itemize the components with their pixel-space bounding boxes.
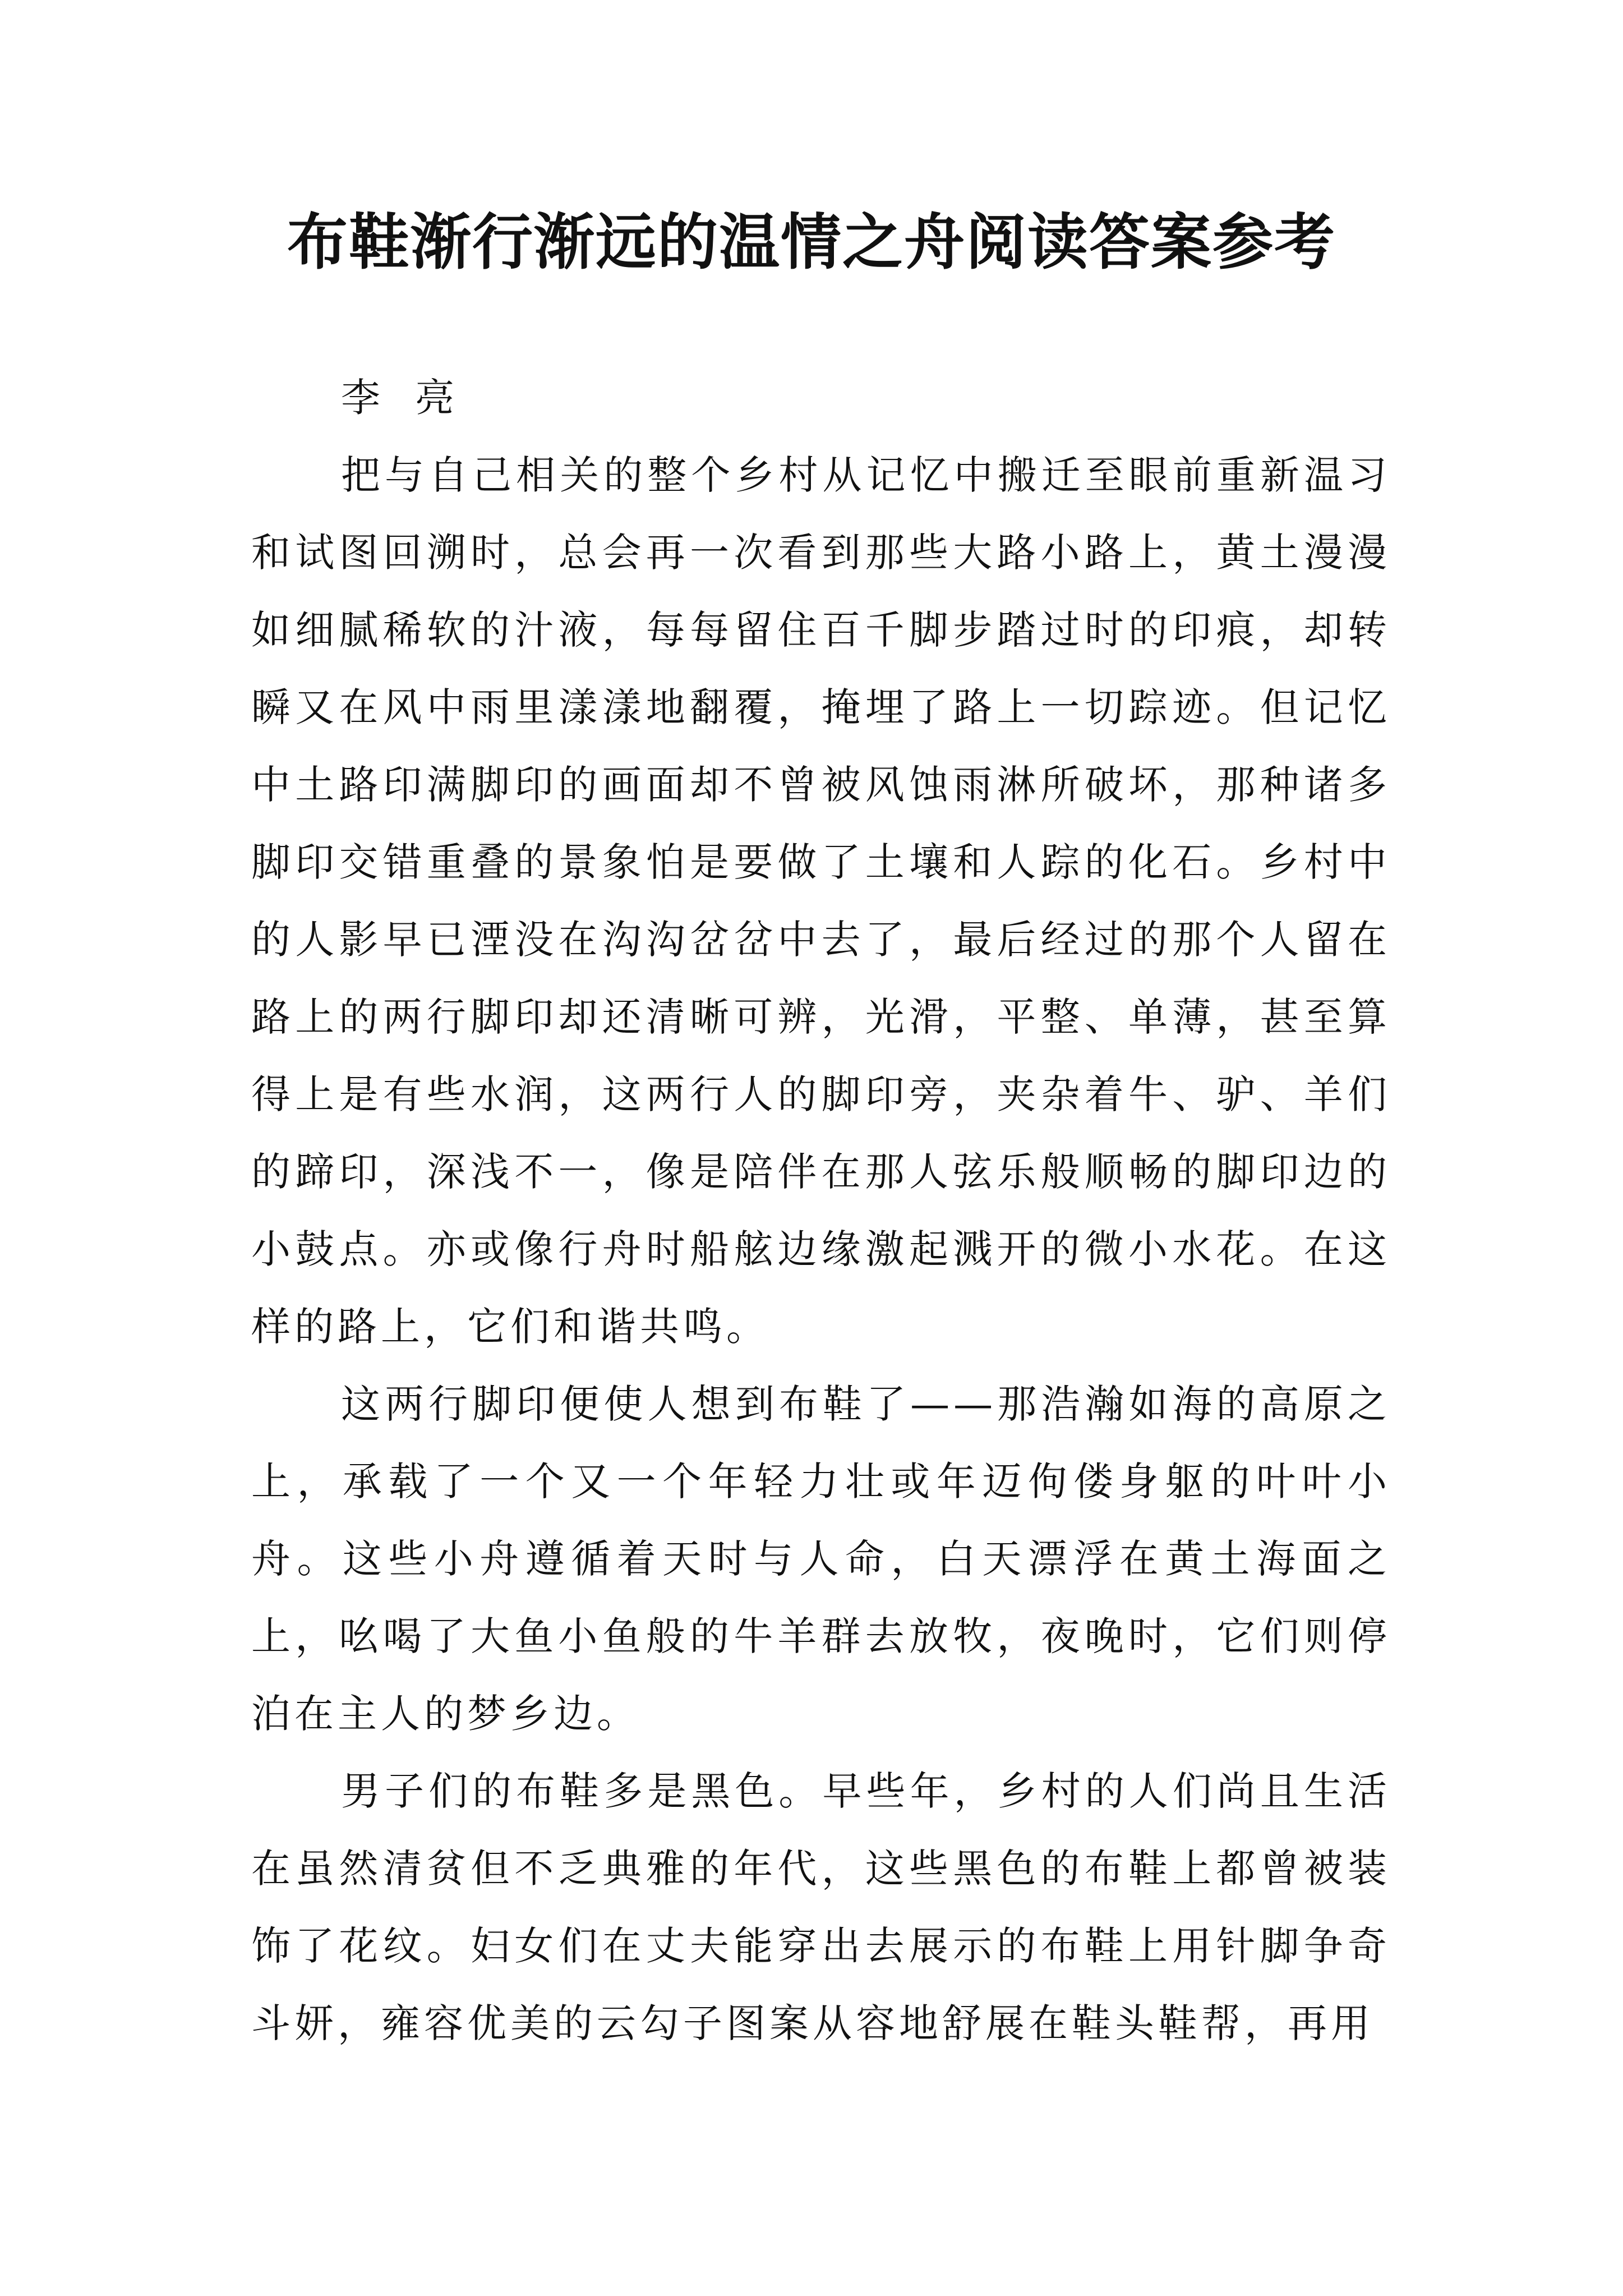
paragraph-3: 男子们的布鞋多是黑色。早些年，乡村的人们尚且生活在虽然清贫但不乏典雅的年代，这些黑色的布鞋上都曾被装饰了花纹。妇女们在丈夫能穿出去展示的布鞋上用针脚争奇斗妍，雍容优美的云勾子图案从容地舒展在鞋头鞋帮，再用 xyxy=(251,1768,1391,2046)
author-name: 李 亮 xyxy=(341,375,466,421)
paragraph-1: 把与自己相关的整个乡村从记忆中搬迁至眼前重新温习和试图回溯时，总会再一次看到那些大路小路上，黄土漫漫如细腻稀软的汁液，每每留住百千脚步踏过时的印痕，却转瞬又在风中雨里漾漾地翻覆，掩埋了路上一切踪迹。但记忆中土路印满脚印的画面却不曾被风蚀雨淋所破坏，那种诸多脚印交错重叠的景象怕是要做了土壤和人踪的化石。乡村中的人影早已湮没在沟沟岔岔中去了，最后经过的那个人留在路上的两行脚印却还清晰可辨，光滑，平整、单薄，甚至算得上是有些水润，这两行人的脚印旁，夹杂着牛、驴、羊们的蹄印，深浅不一，像是陪伴在那人弦乐般顺畅的脚印边的小鼓点。亦或像行舟时船舷边缘激起溅开的微小水花。在这样的路上，它们和谐共鸣。 xyxy=(251,452,1391,1350)
paragraph-2: 这两行脚印便使人想到布鞋了——那浩瀚如海的高原之上，承载了一个又一个年轻力壮或年迈佝偻身躯的叶叶小舟。这些小舟遵循着天时与人命，白天漂浮在黄土海面之上，吆喝了大鱼小鱼般的牛羊群去放牧，夜晚时，它们则停泊在主人的梦乡边。 xyxy=(251,1381,1391,1737)
article-body xyxy=(251,359,1391,2062)
document-title: 布鞋渐行渐远的温情之舟阅读答案参考 xyxy=(287,207,1336,278)
